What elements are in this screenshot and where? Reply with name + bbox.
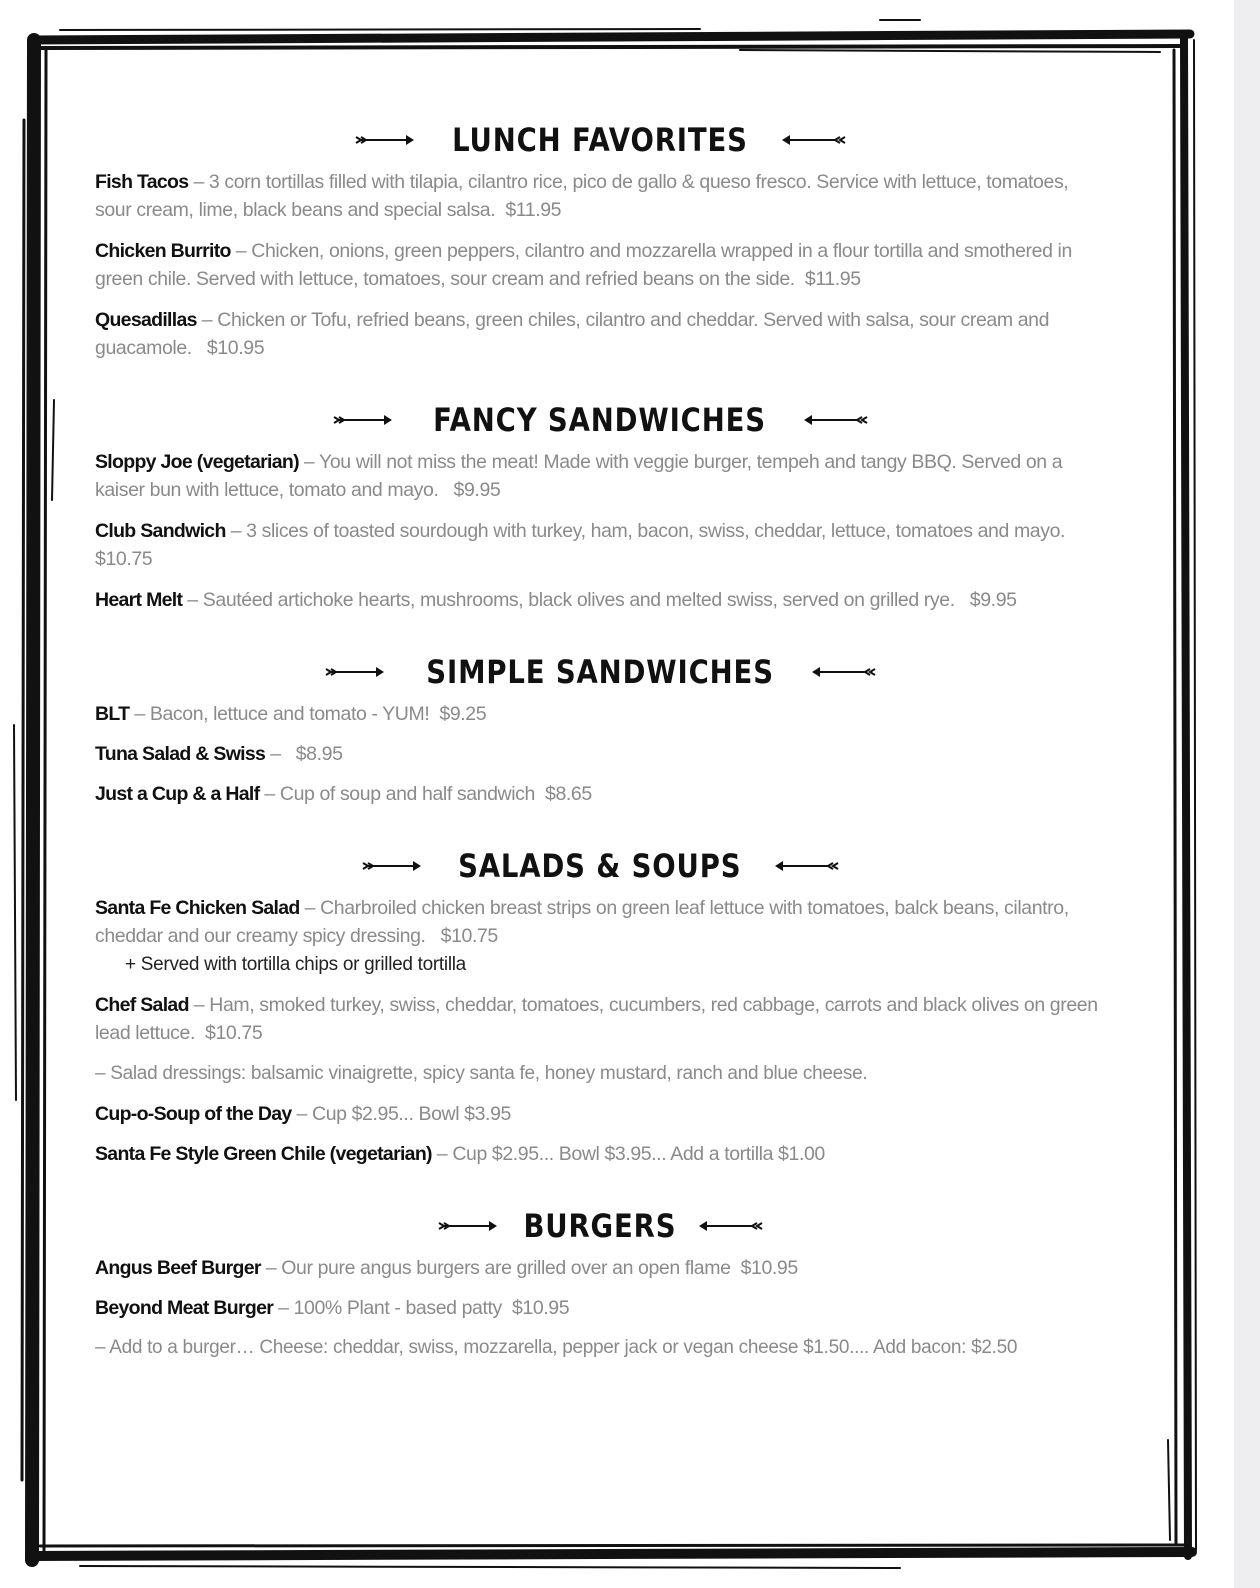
item-separator: – <box>225 520 247 542</box>
item-name: Heart Melt <box>95 589 183 611</box>
section-title: SIMPLE SANDWICHES <box>426 653 774 691</box>
menu-item <box>95 1140 1105 1168</box>
menu-item <box>95 991 1105 1047</box>
section-title: FANCY SANDWICHES <box>433 401 767 439</box>
item-description: Sautéed artichoke hearts, mushrooms, black olives and melted swiss, served on grilled rye. <box>202 589 955 611</box>
section-title: LUNCH FAVORITES <box>452 121 748 159</box>
section-header-lunch-favorites <box>95 112 1105 168</box>
item-name: Angus Beef Burger <box>95 1257 261 1279</box>
section-header-simple-sandwiches <box>95 644 1105 700</box>
item-name: Club Sandwich <box>95 520 226 542</box>
section-header-burgers <box>95 1198 1105 1254</box>
item-description: You will not miss the meat! Made with veggie burger, tempeh and tangy BBQ. Served on a kaiser bun with lettuce, tomato and mayo. <box>95 451 1063 501</box>
item-name: Cup-o-Soup of the Day <box>95 1103 292 1125</box>
item-description: Cup $2.95... Bowl $3.95... Add a tortilla $1.00 <box>452 1143 825 1165</box>
section-title: BURGERS <box>523 1207 677 1245</box>
arrow-left-icon <box>804 409 868 431</box>
item-description: Cup $2.95... Bowl $3.95 <box>312 1103 511 1125</box>
menu-item <box>95 1254 1105 1282</box>
item-name: Quesadillas <box>95 309 197 331</box>
item-separator: – <box>129 703 150 725</box>
menu-item <box>95 517 1105 573</box>
menu-item <box>95 780 1105 808</box>
section-header-fancy-sandwiches <box>95 392 1105 448</box>
arrow-left-icon <box>812 661 876 683</box>
item-price: $11.95 <box>505 199 562 221</box>
item-name: Just a Cup & a Half <box>95 783 260 805</box>
item-separator: – <box>291 1103 313 1125</box>
item-price: $9.95 <box>453 479 501 501</box>
menu-item <box>95 306 1105 362</box>
item-separator: – <box>230 240 252 262</box>
arrow-left-icon <box>699 1215 763 1237</box>
item-name: Chef Salad <box>95 994 189 1016</box>
menu-item <box>95 700 1105 728</box>
item-price: $10.95 <box>206 337 265 359</box>
menu-item <box>95 894 1105 950</box>
menu-item <box>95 586 1105 614</box>
item-separator: – <box>188 171 209 193</box>
item-description: 3 corn tortillas filled with tilapia, cilantro rice, pico de gallo & queso fresco. Service with lettuce, tomatoes, sour cream, lime, black beans and special salsa. <box>95 171 1069 221</box>
item-description: Bacon, lettuce and tomato - YUM! <box>149 703 430 725</box>
item-name: Tuna Salad & Swiss <box>95 743 266 765</box>
arrow-right-icon <box>361 855 425 877</box>
item-price: $10.75 <box>95 548 153 570</box>
item-description: Cup of soup and half sandwich <box>279 783 535 805</box>
item-description: Ham, smoked turkey, swiss, cheddar, tomatoes, cucumbers, red cabbage, carrots and black olives on green lead lettuce. <box>95 994 1098 1044</box>
menu-item <box>95 448 1105 504</box>
arrow-right-icon <box>324 661 388 683</box>
item-separator: – <box>265 743 286 765</box>
item-description: Chicken, onions, green peppers, cilantro and mozzarella wrapped in a flour tortilla and smothered in green chile. Served with lettuce, tomatoes, sour cream and refried beans on the side. <box>95 240 1072 290</box>
dressings-note: – Salad dressings: balsamic vinaigrette, spicy santa fe, honey mustard, ranch and blue cheese. <box>95 1063 868 1084</box>
arrow-right-icon <box>437 1215 501 1237</box>
item-name: Beyond Meat Burger <box>95 1297 274 1319</box>
menu-item <box>95 740 1105 768</box>
item-price: $8.65 <box>545 783 592 805</box>
arrow-left-icon <box>775 855 839 877</box>
item-name: BLT <box>95 703 130 725</box>
item-separator: – <box>196 309 218 331</box>
item-description: Chicken or Tofu, refried beans, green chiles, cilantro and cheddar. Served with salsa, sour cream and guacamole. <box>95 309 1050 359</box>
item-price: $9.25 <box>439 703 487 725</box>
item-name: Fish Tacos <box>95 171 189 193</box>
item-note: + Served with tortilla chips or grilled tortilla <box>125 954 466 975</box>
item-price: $10.75 <box>440 925 498 947</box>
item-separator: – <box>182 589 203 611</box>
item-name: Santa Fe Chicken Salad <box>95 897 300 919</box>
item-price: $10.95 <box>511 1297 570 1319</box>
item-separator: – <box>260 1257 282 1279</box>
item-separator: – <box>299 897 321 919</box>
item-description: 3 slices of toasted sourdough with turkey, ham, bacon, swiss, cheddar, lettuce, tomatoes and mayo. <box>246 520 1066 542</box>
item-name: Sloppy Joe (vegetarian) <box>95 451 299 473</box>
menu-item <box>95 1100 1105 1128</box>
section-title: SALADS & SOUPS <box>458 847 742 885</box>
arrow-left-icon <box>782 129 846 151</box>
section-header-salads-soups <box>95 838 1105 894</box>
item-price: $8.95 <box>295 743 343 765</box>
item-name: Chicken Burrito <box>95 240 231 262</box>
item-separator: – <box>273 1297 294 1319</box>
menu-content <box>95 112 1105 1374</box>
item-description: Our pure angus burgers are grilled over an open flame <box>281 1257 731 1279</box>
item-separator: – <box>188 994 210 1016</box>
item-price: $9.95 <box>969 589 1017 611</box>
arrow-right-icon <box>354 129 418 151</box>
item-separator: – <box>259 783 280 805</box>
item-description: 100% Plant - based patty <box>293 1297 502 1319</box>
item-separator: – <box>431 1143 453 1165</box>
burger-addon-note: – Add to a burger… Cheese: cheddar, swiss, mozzarella, pepper jack or vegan cheese $1.50.... Add bacon: $2.50 <box>95 1337 1018 1358</box>
arrow-right-icon <box>332 409 396 431</box>
item-price: $10.75 <box>205 1022 263 1044</box>
menu-item <box>95 168 1105 224</box>
item-name: Santa Fe Style Green Chile (vegetarian) <box>95 1143 432 1165</box>
menu-item <box>95 1294 1105 1322</box>
menu-item <box>95 237 1105 293</box>
item-price: $10.95 <box>740 1257 798 1279</box>
item-price: $11.95 <box>804 268 861 290</box>
item-separator: – <box>298 451 320 473</box>
item-description: Charbroiled chicken breast strips on green leaf lettuce with tomatoes, balck beans, cilantro, cheddar and our creamy spicy dressing. <box>95 897 1069 947</box>
